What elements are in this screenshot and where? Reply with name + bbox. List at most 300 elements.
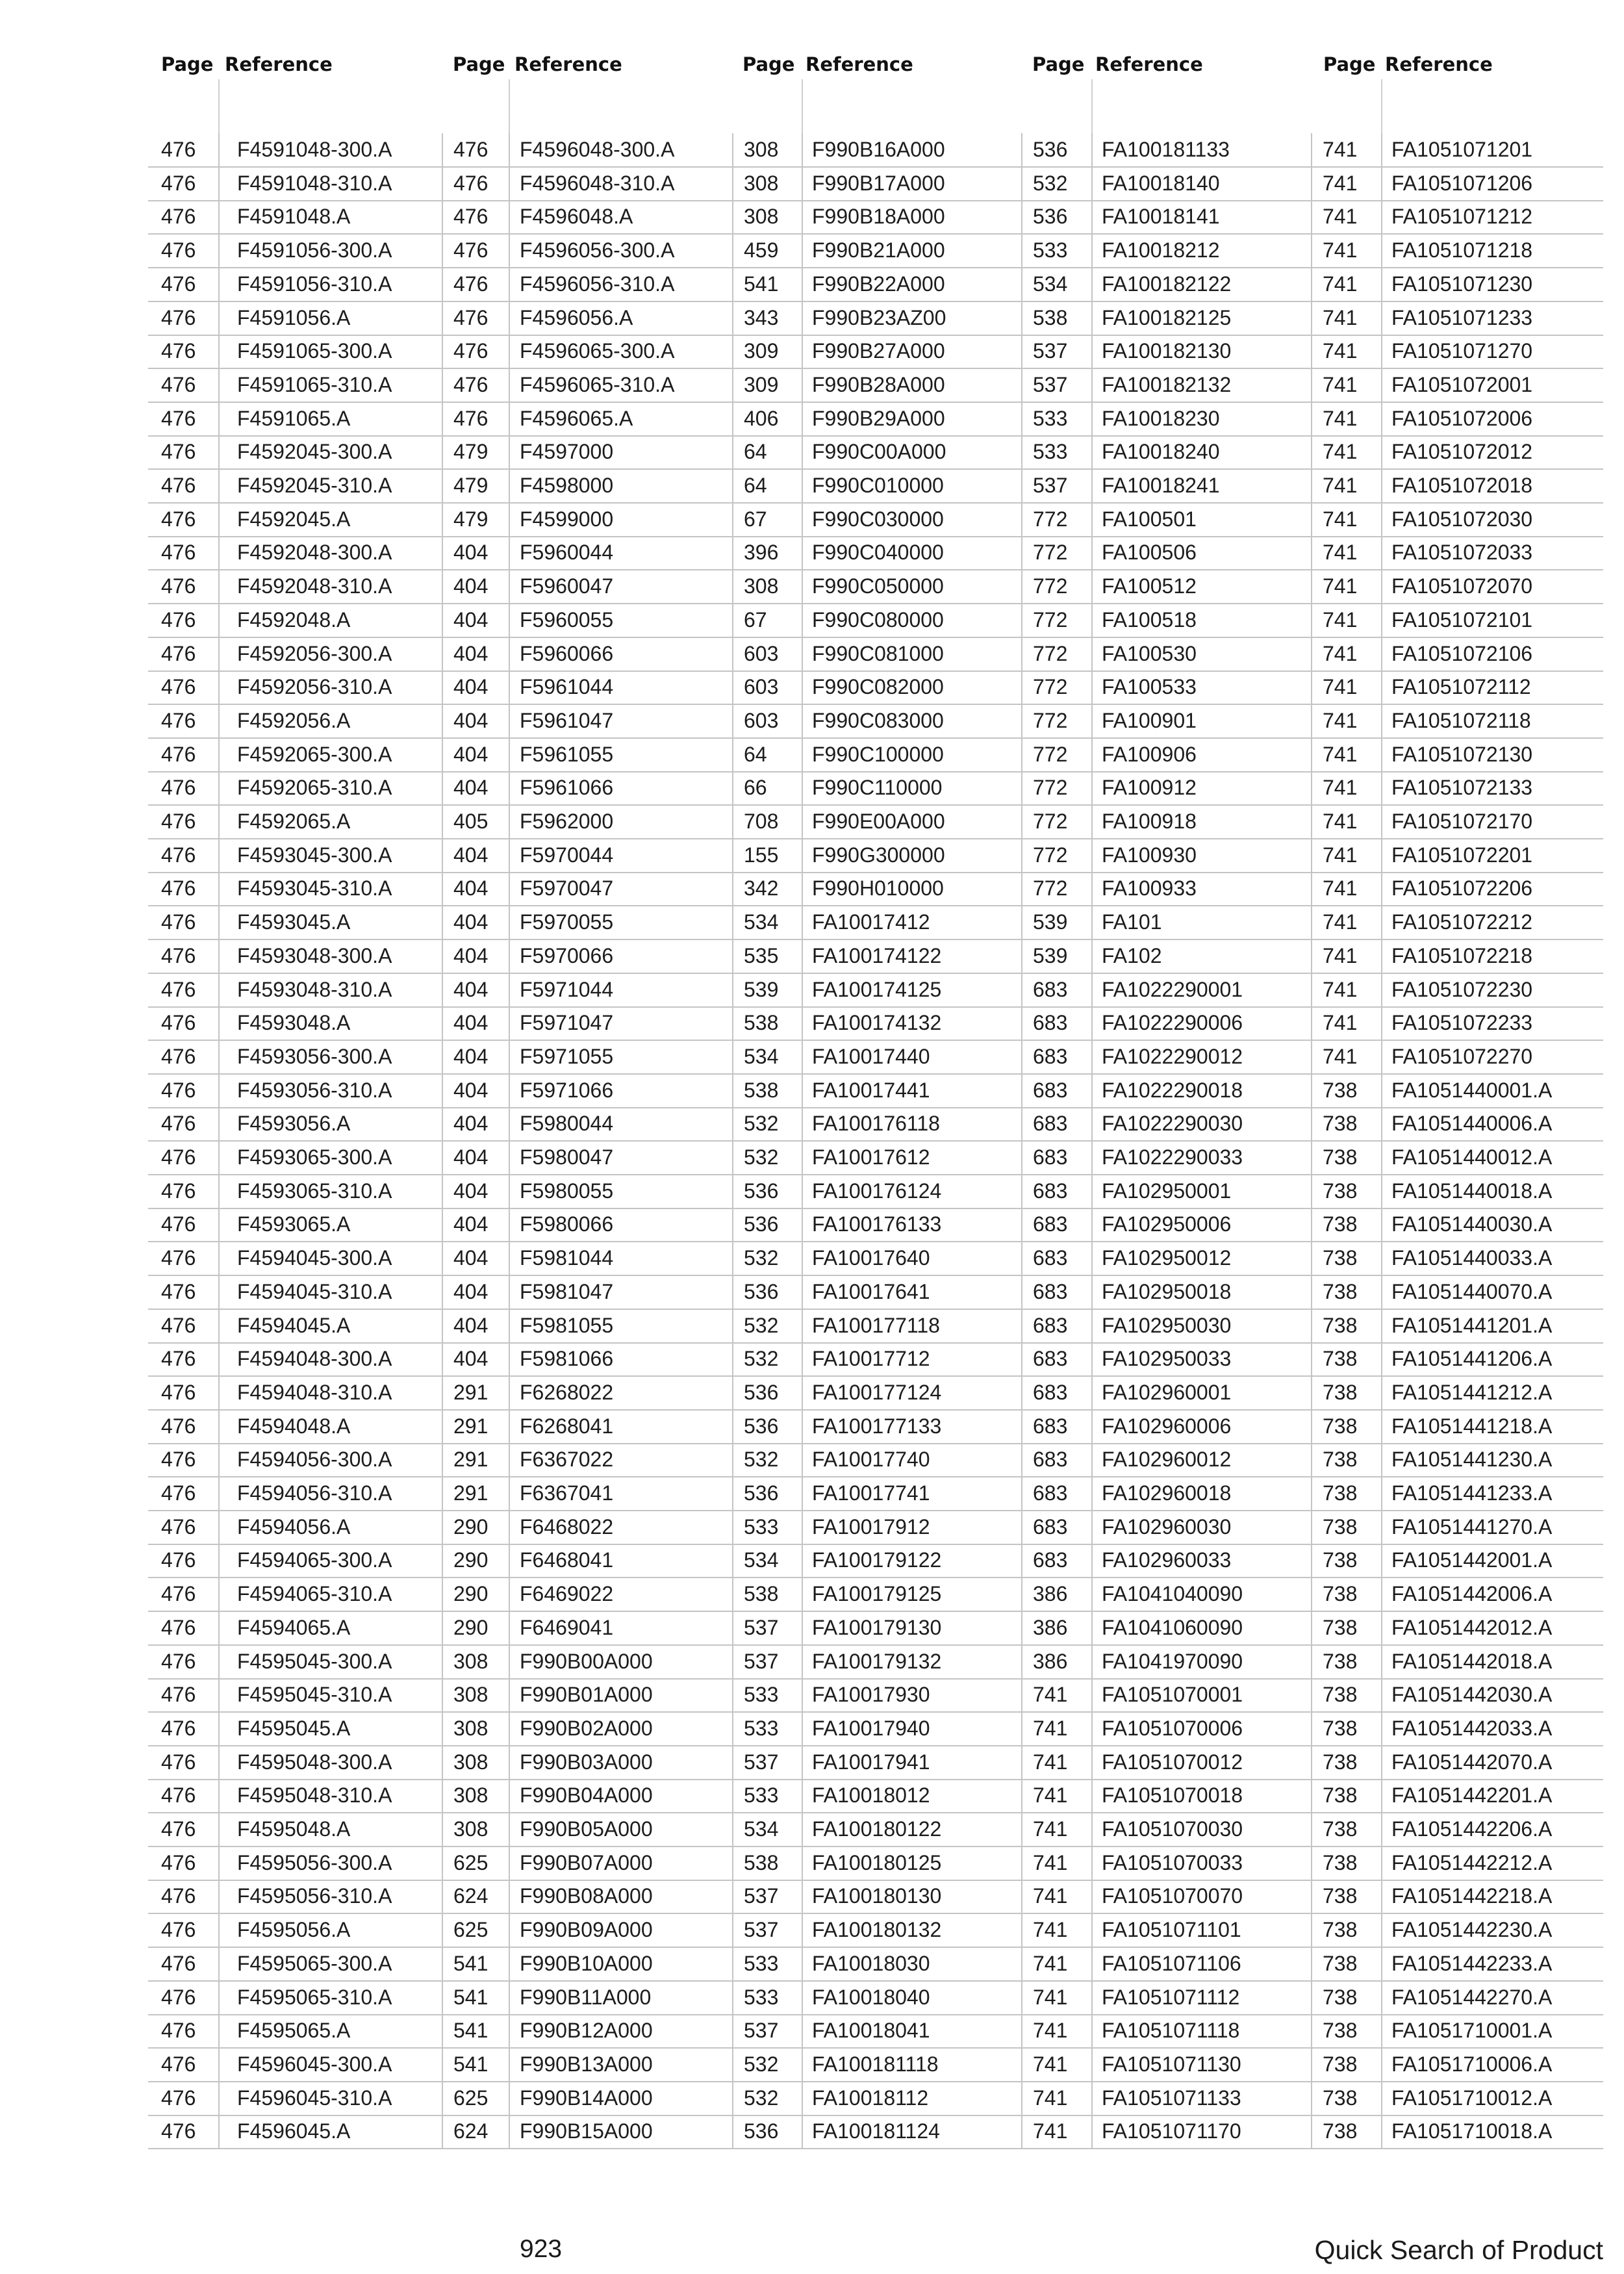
column-divider [732,1107,733,1140]
column-divider [442,906,443,939]
page-cell: 476 [161,843,196,867]
column-divider [1311,234,1312,267]
cell-divider [1091,301,1093,335]
cell-divider [509,1006,510,1040]
reference-cell: F4595045.A [237,1716,351,1740]
cell-divider [509,1981,510,2014]
cell-divider [1091,2048,1093,2081]
reference-cell: F4592065-300.A [237,742,392,766]
column-divider [442,570,443,603]
page-cell: 738 [1323,1448,1358,1472]
column-divider [442,2082,443,2115]
column-divider [1021,2014,1022,2047]
reference-cell: FA1051072130 [1391,742,1533,766]
cell-divider [509,368,510,402]
reference-cell: F4596056-310.A [520,272,675,296]
reference-cell: F990C00A000 [812,440,946,464]
column-divider [442,1611,443,1644]
column-divider [1311,1645,1312,1678]
page-cell: 155 [744,843,779,867]
page-cell: 772 [1033,742,1068,766]
reference-cell: FA1051442033.A [1391,1716,1553,1740]
page-cell: 541 [744,272,779,296]
page-cell: 683 [1033,1112,1068,1136]
cell-divider [1381,133,1382,166]
column-divider [442,536,443,569]
reference-cell: F990C083000 [812,708,944,732]
page-cell: 476 [161,1884,196,1908]
page-cell: 741 [1323,372,1358,396]
column-divider [1311,301,1312,335]
reference-cell: FA10018040 [812,1985,930,2009]
table-row [148,435,1603,470]
reference-cell: F990C040000 [812,541,944,565]
cell-divider [802,335,803,368]
reference-cell: FA100181124 [812,2119,940,2143]
cell-divider [218,1913,220,1947]
cell-divider [802,671,803,704]
reference-cell: F4596045-310.A [237,2086,392,2110]
cell-divider [1381,1376,1382,1409]
page-cell: 476 [161,776,196,800]
reference-cell: F4592048-310.A [237,574,392,598]
reference-cell: FA1051441201.A [1391,1313,1553,1337]
cell-divider [509,536,510,569]
column-divider [442,1880,443,1913]
reference-cell: F4594048-300.A [237,1347,392,1371]
column-divider [1021,234,1022,267]
column-divider [1311,1040,1312,1073]
cell-divider [1381,1813,1382,1846]
page-cell: 476 [161,1112,196,1136]
reference-cell: FA1051071270 [1391,339,1533,363]
cell-divider [1381,435,1382,468]
page-cell: 308 [453,1750,488,1774]
reference-cell: FA10017740 [812,1448,930,1472]
column-divider [1021,402,1022,435]
cell-divider [218,973,220,1006]
cell-divider [1091,1477,1093,1510]
reference-cell: FA1051441212.A [1391,1380,1553,1404]
reference-cell: FA100181133 [1102,138,1230,161]
cell-divider [802,1074,803,1107]
reference-cell: F5961047 [520,708,614,732]
page-cell: 386 [1033,1649,1068,1673]
column-divider [1311,2082,1312,2115]
table-row [148,1846,1603,1881]
column-divider [1311,1779,1312,1812]
reference-cell: FA1041060090 [1102,1615,1243,1639]
page-cell: 683 [1033,1313,1068,1337]
cell-divider [218,469,220,502]
page-cell: 683 [1033,1548,1068,1572]
reference-cell: F990B09A000 [520,1918,653,1942]
column-divider [442,1342,443,1375]
column-divider [1311,167,1312,200]
column-divider [732,268,733,301]
cell-divider [1381,1006,1382,1040]
reference-cell: FA1051072270 [1391,1044,1533,1068]
cell-divider [802,1242,803,1275]
header-page-4: Page [1032,53,1085,75]
cell-divider [1381,872,1382,905]
page-cell: 532 [744,1448,779,1472]
page-cell: 532 [744,1145,779,1169]
column-divider [1021,1275,1022,1309]
page-cell: 404 [453,641,488,665]
reference-cell: F990C110000 [812,776,943,800]
cell-divider [218,1208,220,1241]
column-divider [442,1846,443,1880]
table-row [148,1511,1603,1545]
cell-divider [802,1712,803,1745]
cell-divider [1091,805,1093,838]
cell-divider [1381,1746,1382,1779]
column-divider [1021,1141,1022,1174]
cell-divider [509,1746,510,1779]
page-cell: 741 [1033,1985,1068,2009]
reference-cell: F990B04A000 [520,1783,653,1808]
page-cell: 308 [453,1649,488,1673]
reference-cell: F4591065-300.A [237,339,392,363]
reference-cell: FA1051072018 [1391,474,1533,497]
cell-divider [802,2014,803,2047]
page-cell: 741 [1323,810,1358,833]
page-cell: 741 [1033,1750,1068,1774]
column-divider [1021,671,1022,704]
page-cell: 476 [161,810,196,833]
page-cell: 738 [1323,1850,1358,1874]
table-row [148,402,1603,437]
cell-divider [1381,536,1382,569]
column-divider [1021,1544,1022,1577]
page-cell: 309 [744,339,779,363]
column-divider [442,1040,443,1073]
reference-cell: FA100174125 [812,977,942,1001]
table-row [148,503,1603,537]
cell-divider [1381,704,1382,737]
table-row [148,738,1603,773]
column-divider [1021,973,1022,1006]
column-divider [1311,503,1312,536]
page-cell: 459 [744,238,779,262]
column-divider [732,1578,733,1611]
page-cell: 738 [1323,1246,1358,1270]
reference-cell: F4592048.A [237,607,351,632]
cell-divider [218,1981,220,2014]
column-divider [442,2115,443,2148]
cell-divider [1091,1779,1093,1812]
reference-cell: F990B11A000 [520,1985,652,2009]
page-cell: 476 [453,305,488,329]
page-cell: 738 [1323,1112,1358,1136]
reference-cell: FA1051072118 [1391,708,1531,732]
reference-cell: F4591056-300.A [237,238,392,262]
column-divider [732,1410,733,1443]
cell-divider [1091,604,1093,637]
page-cell: 404 [453,742,488,766]
column-divider [1311,368,1312,402]
page-cell: 541 [453,1951,488,1975]
cell-divider [218,1746,220,1779]
column-divider [732,1006,733,1040]
cell-divider [802,872,803,905]
table-row [148,2014,1603,2049]
page-cell: 536 [744,1414,779,1438]
column-divider [1021,301,1022,335]
page-cell: 738 [1323,1918,1358,1942]
cell-divider [1091,1947,1093,1980]
column-divider [1311,738,1312,771]
page-cell: 404 [453,1313,488,1337]
table-row [148,671,1603,705]
page-cell: 683 [1033,1044,1068,1068]
page-cell: 738 [1323,1683,1358,1707]
reference-cell: FA10017940 [812,1716,930,1740]
page-cell: 538 [744,1582,779,1606]
page-cell: 533 [744,1514,779,1539]
page-cell: 532 [744,2086,779,2110]
column-divider [442,1107,443,1140]
column-divider [1021,2082,1022,2115]
column-divider [442,301,443,335]
column-divider [1021,1913,1022,1947]
cell-divider [218,570,220,603]
column-divider [442,771,443,804]
reference-cell: F4593056-300.A [237,1044,392,1068]
column-divider [442,738,443,771]
reference-cell: F6468022 [520,1514,614,1539]
column-divider [1021,503,1022,536]
page-cell: 741 [1033,2086,1068,2110]
page-cell: 537 [1033,474,1068,497]
reference-cell: FA1051440001.A [1391,1078,1553,1102]
page-cell: 741 [1033,1716,1068,1740]
reference-cell: F990B15A000 [520,2119,653,2143]
reference-cell: F4599000 [520,507,614,531]
cell-divider [509,335,510,368]
cell-divider [802,1544,803,1577]
column-divider [1021,167,1022,200]
column-divider [1311,604,1312,637]
page-cell: 291 [453,1380,488,1404]
reference-cell: FA1051072070 [1391,574,1533,598]
page-cell: 476 [161,339,196,363]
reference-cell: F5960047 [520,574,614,598]
cell-divider [802,1175,803,1208]
reference-cell: FA1051072030 [1391,507,1533,531]
reference-cell: F4593045-300.A [237,843,392,867]
reference-cell: FA100174122 [812,943,942,967]
cell-divider [1091,637,1093,671]
cell-divider [1381,805,1382,838]
table-row [148,839,1603,873]
page-cell: 476 [161,1985,196,2009]
reference-cell: F4594045.A [237,1313,351,1337]
reference-cell: F4594065-300.A [237,1548,392,1572]
table-row [148,1175,1603,1209]
column-divider [442,368,443,402]
column-divider [732,2115,733,2148]
page-cell: 741 [1323,943,1358,967]
reference-cell: F5961055 [520,742,614,766]
page-cell: 625 [453,1918,488,1942]
reference-cell: FA1051710018.A [1391,2119,1553,2143]
table-row [148,1141,1603,1175]
cell-divider [1381,1074,1382,1107]
cell-divider [802,368,803,402]
page-cell: 741 [1323,843,1358,867]
column-divider [1311,1443,1312,1476]
cell-divider [509,570,510,603]
header-reference-3: Reference [806,53,913,75]
page-cell: 539 [1033,910,1068,934]
column-divider [1021,435,1022,468]
cell-divider [509,1376,510,1409]
page-cell: 741 [1033,1683,1068,1707]
column-divider [1311,1175,1312,1208]
cell-divider [1091,1645,1093,1678]
cell-divider [802,1947,803,1980]
reference-cell: FA1051070012 [1102,1750,1243,1774]
column-divider [732,1141,733,1174]
column-divider [732,234,733,267]
reference-cell: FA10017712 [812,1347,930,1371]
reference-cell: F990B17A000 [812,171,945,195]
page-cell: 738 [1323,1783,1358,1808]
cell-divider [802,1006,803,1040]
reference-cell: FA100533 [1102,675,1197,699]
cell-divider [1381,2014,1382,2047]
reference-cell: F4593065-300.A [237,1145,392,1169]
column-divider [1021,771,1022,804]
cell-divider [802,402,803,435]
cell-divider [509,1175,510,1208]
page-cell: 539 [744,977,779,1001]
reference-cell: F990B28A000 [812,372,945,396]
reference-cell: FA1051442070.A [1391,1750,1553,1774]
cell-divider [802,704,803,737]
page-cell: 404 [453,1179,488,1203]
page-cell: 536 [744,1179,779,1203]
cell-divider [1091,1342,1093,1375]
page-cell: 476 [453,138,488,161]
column-divider [1311,1578,1312,1611]
page-cell: 476 [161,1481,196,1505]
reference-cell: F4596056-300.A [520,238,675,262]
page-cell: 532 [1033,171,1068,195]
reference-cell: FA1051441230.A [1391,1448,1553,1472]
cell-divider [1381,973,1382,1006]
column-divider [442,1208,443,1241]
column-divider [1021,1342,1022,1375]
page-cell: 476 [161,1548,196,1572]
reference-cell: FA1022290006 [1102,1011,1243,1035]
column-divider [442,2014,443,2047]
cell-divider [509,503,510,536]
column-divider [1311,906,1312,939]
cell-divider [1381,268,1382,301]
page-cell: 772 [1033,541,1068,565]
column-divider [1311,133,1312,166]
table-row [148,771,1603,806]
page-cell: 476 [161,541,196,565]
column-divider [1311,1813,1312,1846]
column-divider [1311,469,1312,502]
reference-cell: FA100506 [1102,541,1197,565]
table-row [148,2048,1603,2082]
reference-cell: F4592056.A [237,708,351,732]
column-divider [442,469,443,502]
reference-cell: F4594045-300.A [237,1246,392,1270]
reference-cell: FA100177133 [812,1414,942,1438]
page-cell: 683 [1033,1414,1068,1438]
page-cell: 537 [744,1918,779,1942]
cell-divider [509,939,510,973]
table-row [148,1746,1603,1780]
page-cell: 603 [744,641,779,665]
reference-cell: FA1022290030 [1102,1112,1243,1136]
page-cell: 308 [453,1783,488,1808]
cell-divider [509,1779,510,1812]
page-cell: 741 [1323,238,1358,262]
reference-cell: F4593048.A [237,1011,351,1035]
page-cell: 404 [453,1279,488,1303]
reference-cell: FA102950006 [1102,1212,1232,1236]
column-divider [442,1006,443,1040]
column-divider [732,1779,733,1812]
reference-cell: FA1051072206 [1391,876,1533,901]
reference-cell: FA10018140 [1102,171,1220,195]
column-divider [1311,1611,1312,1644]
page-cell: 683 [1033,977,1068,1001]
reference-cell: F4593045-310.A [237,876,392,901]
table-row [148,1410,1603,1444]
reference-cell: FA1051442206.A [1391,1817,1553,1841]
page-cell: 538 [744,1011,779,1035]
table-row [148,1544,1603,1578]
reference-cell: FA100177124 [812,1380,942,1404]
reference-cell: F4596048-300.A [520,138,675,161]
column-divider [442,1712,443,1745]
page-cell: 290 [453,1615,488,1639]
reference-cell: F6367041 [520,1481,614,1505]
cell-divider [218,1275,220,1309]
column-divider [442,839,443,872]
cell-divider [1091,1006,1093,1040]
page-cell: 683 [1033,1179,1068,1203]
column-divider [732,536,733,569]
table-row [148,1578,1603,1612]
cell-divider [218,301,220,335]
page-cell: 476 [161,1448,196,1472]
header-page-5: Page [1323,53,1376,75]
column-divider [732,2048,733,2081]
reference-cell: FA1051710001.A [1391,2019,1553,2043]
reference-cell: F4593045.A [237,910,351,934]
cell-divider [1381,2082,1382,2115]
cell-divider [509,1040,510,1073]
column-divider [1021,133,1022,166]
page-cell: 738 [1323,1615,1358,1639]
table-row [148,1342,1603,1377]
reference-cell: F4596065-300.A [520,339,675,363]
column-divider [732,1477,733,1510]
cell-divider [218,1712,220,1745]
reference-cell: FA100182122 [1102,272,1232,296]
page-cell: 476 [161,1246,196,1270]
page-cell: 532 [744,1347,779,1371]
